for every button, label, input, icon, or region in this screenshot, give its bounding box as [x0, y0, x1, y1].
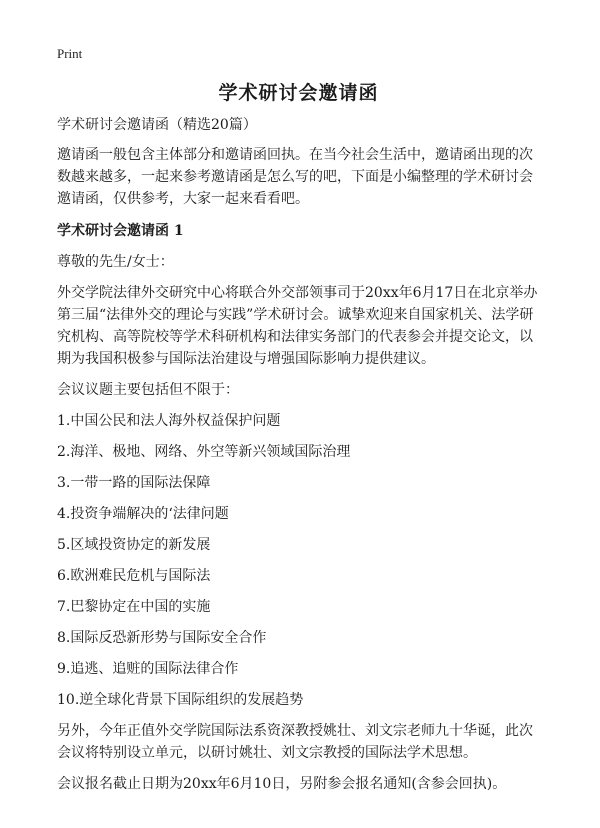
additional-paragraph: 另外，今年正值外交学院国际法系资深教授姚壮、刘文宗老师九十华诞，此次会议将特别设立单元，以研讨姚壮、刘文宗教授的国际法学术思想。 [57, 723, 533, 761]
page-title: 学术研讨会邀请函 [218, 82, 379, 104]
invitation-section [57, 220, 540, 795]
topic-item: 8.国际反恐新形势与国际安全合作 [57, 630, 267, 646]
topic-item: 9.追逃、追赃的国际法律合作 [57, 661, 239, 677]
intro-paragraph: 邀请函一般包含主体部分和邀请函回执。在当今社会生活中，邀请函出现的次数越来越多，一起来参考邀请函是怎么写的吧，下面是小编整理的学术研讨会邀请函，仅供参考，大家一起来看看吧。 [57, 147, 533, 207]
topic-item: 3.一带一路的国际法保障 [57, 475, 211, 491]
topic-item: 7.巴黎协定在中国的实施 [57, 599, 211, 615]
subtitle: 学术研讨会邀请函（精选20篇） [57, 117, 257, 133]
section-heading: 学术研讨会邀请函 1 [57, 223, 184, 239]
body-paragraph: 外交学院法律外交研究中心将联合外交部领事司于20xx年6月17日在北京举办第三届“法律外交的理论与实践”学术研讨会。诚挚欢迎来自国家机关、法学研究机构、高等院校等学术科研机构和法律实务部门的代表参会并提交论文，以期为我国积极参与国际法治建设与增强国际影响力提供建议。 [57, 285, 538, 367]
topic-item: 4.投资争端解决的‘法律问题 [57, 506, 229, 522]
topic-item: 2.海洋、极地、网络、外空等新兴领域国际治理 [57, 444, 351, 460]
print-link[interactable]: Print [57, 46, 83, 61]
topic-item: 5.区域投资协定的新发展 [57, 537, 211, 553]
topics-intro: 会议议题主要包括但不限于： [57, 382, 239, 398]
salutation: 尊敬的先生/女士： [57, 254, 174, 270]
topic-item: 10.逆全球化背景下国际组织的发展趋势 [57, 692, 304, 708]
topic-item: 6.欧洲难民危机与国际法 [57, 568, 211, 584]
topic-item: 1.中国公民和法人海外权益保护问题 [57, 413, 281, 429]
topics-list [57, 410, 540, 711]
deadline-paragraph: 会议报名截止日期为20xx年6月10日，另附参会报名通知(含参会回执)。 [57, 776, 507, 792]
